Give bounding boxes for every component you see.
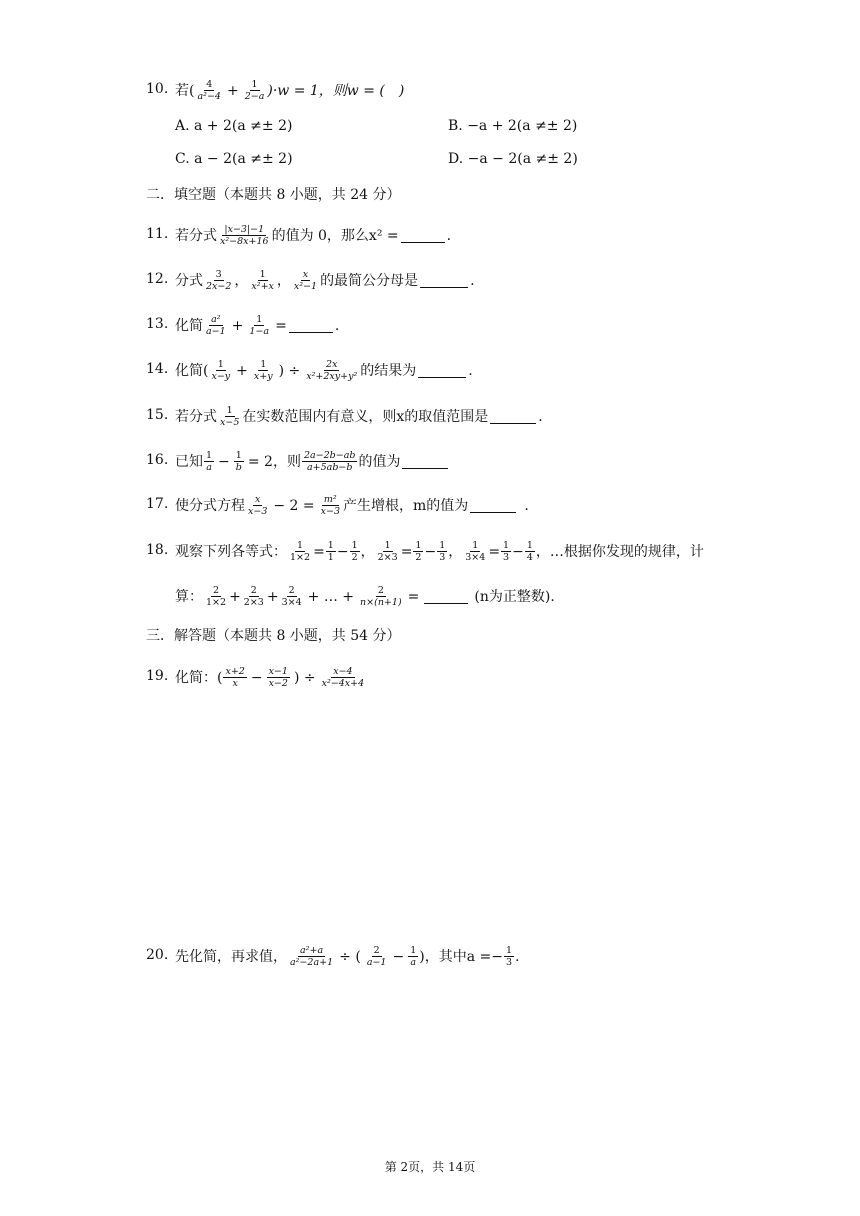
question-number: 12. xyxy=(146,271,169,287)
question-number: 19. xyxy=(146,668,169,684)
option-b: B. −a + 2(a ≠± 2) xyxy=(448,118,578,134)
section-heading: 三．解答题（本题共 8 小题，共 54 分） xyxy=(146,628,401,644)
fraction: $\frac{1}{b}$ xyxy=(235,450,242,473)
answer-blank[interactable] xyxy=(424,589,468,604)
fraction: $\frac{x-4}{\text{x²−4x+4}}$ xyxy=(321,666,365,689)
question-number: 11. xyxy=(146,226,169,242)
fraction: $\frac{x}{\text{x²−1}}$ xyxy=(293,269,318,292)
answer-blank[interactable] xyxy=(418,363,466,378)
fraction: $\frac{1}{\text{x²+x}}$ xyxy=(251,269,274,292)
fraction: $\frac{x-1}{x-2}$ xyxy=(268,666,288,689)
fraction: $\frac{1}{3}$ xyxy=(506,945,513,968)
question-number: 10. xyxy=(146,81,169,97)
section-heading: 二．填空题（本题共 8 小题，共 24 分） xyxy=(146,187,401,203)
answer-blank[interactable] xyxy=(289,318,333,333)
fraction: $\frac{1}{a}$ xyxy=(410,945,417,968)
fraction: $\frac{|x-3|-1}{\text{x²−8x+16}}$ xyxy=(220,224,269,247)
page-footer: 第 2页，共 14页 xyxy=(384,1160,476,1174)
question-number: 13. xyxy=(146,316,169,332)
fraction: $\frac{2}{a-1}$ xyxy=(366,945,387,968)
fraction: $\frac{x}{x-3}$ xyxy=(248,494,268,517)
option-a: A. a + 2(a ≠± 2) xyxy=(175,118,293,134)
question-number: 18. xyxy=(146,542,169,558)
option-c: C. a − 2(a ≠± 2) xyxy=(175,151,293,167)
fraction: $\frac{1}{x+y}$ xyxy=(253,359,273,382)
fraction: $\frac{1}{1-a}$ xyxy=(249,314,270,337)
answer-blank[interactable] xyxy=(401,228,445,243)
fraction: $\frac{x+2}{x}$ xyxy=(225,666,245,689)
question-number: 16. xyxy=(146,452,169,468)
fraction: $\frac{3}{2x-2}$ xyxy=(206,269,232,292)
fraction: $\frac{4}{\text{a²−4}}$ xyxy=(197,79,221,102)
fraction: $\frac{\text{m²}}{x-3}$ xyxy=(320,494,341,517)
answer-blank[interactable] xyxy=(402,454,448,469)
option-d: D. −a − 2(a ≠± 2) xyxy=(448,151,578,167)
question-number: 14. xyxy=(146,361,169,377)
question-text: 若 xyxy=(175,82,189,99)
answer-blank[interactable] xyxy=(420,273,468,288)
fraction: $\frac{\text{a²}}{a-1}$ xyxy=(206,314,226,337)
question-number: 17. xyxy=(146,496,169,512)
fraction: $\frac{1}{x-5}$ xyxy=(220,405,240,428)
fraction: $\frac{1}{x-y}$ xyxy=(211,359,231,382)
fraction: $\frac{2x}{\text{x²+2xy+y²}}$ xyxy=(306,359,358,382)
fraction: $\frac{1}{a}$ xyxy=(206,450,213,473)
answer-blank[interactable] xyxy=(470,498,516,513)
question-number: 20. xyxy=(146,947,169,963)
fraction: $\frac{2a-2b-ab}{a+5ab-b}$ xyxy=(303,450,356,473)
question-number: 15. xyxy=(146,407,169,423)
fraction: $\frac{1}{2-a}$ xyxy=(244,79,265,102)
fraction: $\frac{\text{a²+a}}{\text{a²−2a+1}}$ xyxy=(290,945,334,968)
answer-blank[interactable] xyxy=(490,409,536,424)
